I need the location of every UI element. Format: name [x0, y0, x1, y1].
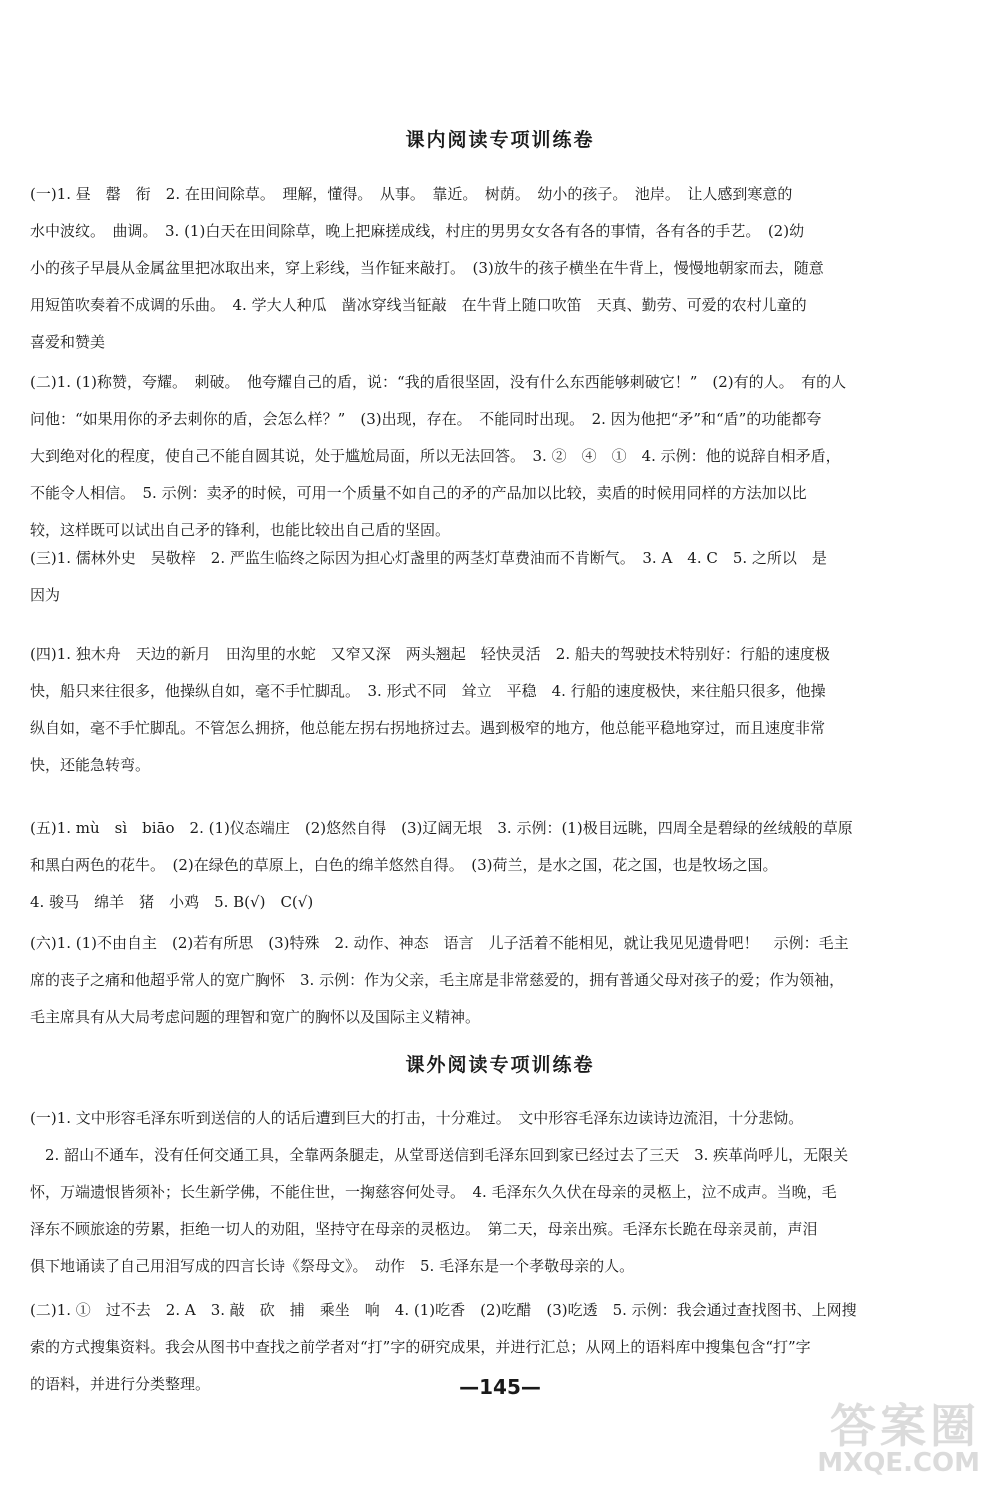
answer-line: 用短笛吹奏着不成调的乐曲。 4. 学大人种瓜 凿冰穿线当钲敲 在牛背上随口吹笛 天真、勤劳、可爱的农村儿童的	[30, 296, 807, 314]
answer-line: 泽东不顾旅途的劳累，拒绝一切人的劝阻，坚持守在母亲的灵柩边。 第二天，母亲出殡。毛泽东长跪在母亲灵前，声泪	[30, 1220, 818, 1238]
section-title-in-class: 课内阅读专项训练卷	[405, 129, 595, 151]
answer-line: 小的孩子早晨从金属盆里把冰取出来，穿上彩线，当作钲来敲打。 (3)放牛的孩子横坐在牛背上，慢慢地朝家而去，随意	[30, 259, 824, 277]
answer-line: 毛主席具有从大局考虑问题的理智和宽广的胸怀以及国际主义精神。	[30, 1008, 481, 1026]
answer-block-3	[30, 540, 930, 614]
answer-line: 2. 韶山不通车，没有任何交通工具，全靠两条腿走，从堂哥送信到毛泽东回到家已经过去了三天 3. 疾革尚呼儿，无限关	[30, 1146, 849, 1164]
watermark-line2: MXQE.COM	[817, 1448, 980, 1478]
answer-line: (一)1. 昼 罄 衔 2. 在田间除草。 理解，懂得。 从事。 靠近。 树荫。 幼小的孩子。 池岸。 让人感到寒意的	[30, 185, 793, 203]
answer-block-5	[30, 810, 930, 921]
answer-line: 快，还能急转弯。	[30, 756, 151, 774]
answer-line: 喜爱和赞美	[30, 333, 106, 351]
answer-line: 的语料，并进行分类整理。	[30, 1375, 211, 1393]
answer-block-7	[30, 1100, 930, 1285]
answer-line: 不能令人相信。 5. 示例：卖矛的时候，可用一个质量不如自己的矛的产品加以比较，卖盾的时候用同样的方法加以比	[30, 484, 807, 502]
answer-line: (五)1. mù sì biāo 2. (1)仪态端庄 (2)悠然自得 (3)辽阔无垠 3. 示例：(1)极目远眺，四周全是碧绿的丝绒般的草原	[30, 819, 853, 837]
page-number: —145—	[459, 1375, 541, 1399]
answer-line: 纵自如，毫不手忙脚乱。不管怎么拥挤，他总能左拐右拐地挤过去。遇到极窄的地方，他总能平稳地穿过，而且速度非常	[30, 719, 826, 737]
answer-line: (三)1. 儒林外史 吴敬梓 2. 严监生临终之际因为担心灯盏里的两茎灯草费油而不肯断气。 3. A 4. C 5. 之所以 是	[30, 549, 827, 567]
answer-line: (一)1. 文中形容毛泽东听到送信的人的话后遭到巨大的打击，十分难过。 文中形容毛泽东边读诗边流泪，十分悲恸。	[30, 1109, 804, 1127]
answer-line: 索的方式搜集资料。我会从图书中查找之前学者对“打”字的研究成果，并进行汇总；从网上的语料库中搜集包含“打”字	[30, 1338, 811, 1356]
watermark-logo	[810, 1390, 980, 1485]
answer-line: 和黑白两色的花牛。 (2)在绿色的草原上，白色的绵羊悠然自得。 (3)荷兰，是水之国，花之国，也是牧场之国。	[30, 856, 778, 874]
answer-block-2	[30, 364, 930, 549]
watermark-line1: 答案圈	[830, 1399, 980, 1453]
answer-line: (四)1. 独木舟 天边的新月 田沟里的水蛇 又窄又深 两头翘起 轻快灵活 2. 船夫的驾驶技术特别好：行船的速度极	[30, 645, 830, 663]
answer-line: 水中波纹。 曲调。 3. (1)白天在田间除草，晚上把麻搓成线，村庄的男男女女各有各的事情，各有各的手艺。 (2)幼	[30, 222, 805, 240]
answer-line: 怀，万端遗恨皆须补；长生新学佛，不能住世，一掬慈容何处寻。 4. 毛泽东久久伏在母亲的灵柩上，泣不成声。当晚，毛	[30, 1183, 837, 1201]
answer-line: (六)1. (1)不由自主 (2)若有所思 (3)特殊 2. 动作、神态 语言 儿子活着不能相见，就让我见见遗骨吧！ 示例：毛主	[30, 934, 849, 952]
answer-line: 俱下地诵读了自己用泪写成的四言长诗《祭母文》。 动作 5. 毛泽东是一个孝敬母亲的人。	[30, 1257, 635, 1275]
answer-line: 大到绝对化的程度，使自己不能自圆其说，处于尴尬局面，所以无法回答。 3. ② ④ ① 4. 示例：他的说辞自相矛盾，	[30, 447, 841, 465]
answer-line: (二)1. ① 过不去 2. A 3. 敲 砍 捕 乘坐 响 4. (1)吃香 (2)吃醋 (3)吃透 5. 示例：我会通过查找图书、上网搜	[30, 1301, 857, 1319]
answer-line: 因为	[30, 586, 61, 604]
answer-block-4	[30, 636, 930, 784]
answer-block-6	[30, 925, 930, 1036]
answer-line: 4. 骏马 绵羊 猪 小鸡 5. B(√) C(√)	[30, 893, 314, 911]
answer-block-1	[30, 176, 930, 361]
answer-line: 较，这样既可以试出自己矛的锋利，也能比较出自己盾的坚固。	[30, 521, 451, 539]
section-title-extra: 课外阅读专项训练卷	[405, 1054, 595, 1076]
answer-line: 快，船只来往很多，他操纵自如，毫不手忙脚乱。 3. 形式不同 耸立 平稳 4. 行船的速度极快，来往船只很多，他操	[30, 682, 826, 700]
answer-line: 问他：“如果用你的矛去刺你的盾，会怎么样？” (3)出现，存在。 不能同时出现。 2. 因为他把“矛”和“盾”的功能都夸	[30, 410, 822, 428]
answer-line: 席的丧子之痛和他超乎常人的宽广胸怀 3. 示例：作为父亲，毛主席是非常慈爱的，拥有普通父母对孩子的爱；作为领袖，	[30, 971, 845, 989]
answer-line: (二)1. (1)称赞，夸耀。 刺破。 他夸耀自己的盾，说：“我的盾很坚固，没有什么东西能够刺破它！” (2)有的人。 有的人	[30, 373, 847, 391]
